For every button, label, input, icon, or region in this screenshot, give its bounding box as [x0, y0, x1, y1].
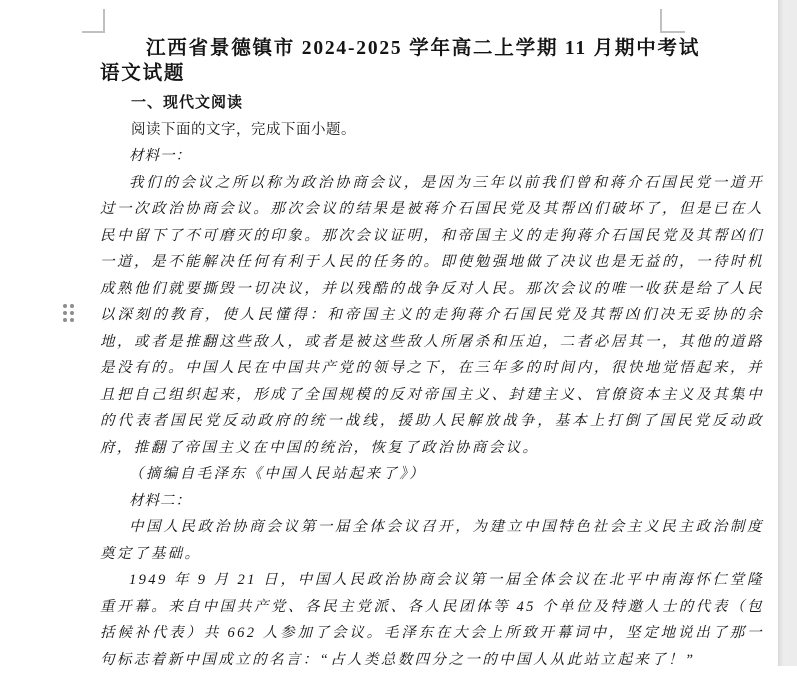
material-two-paragraph-1[interactable]: 中国人民政治协商会议第一届全体会议召开，为建立中国特色社会主义民主政治制度奠定了基础。 [100, 519, 764, 562]
document-title-line-1[interactable]: 江西省景德镇市 2024-2025 学年高二上学期 11 月期中考试 [146, 38, 701, 59]
document-body[interactable] [100, 0, 764, 673]
window-background-gutter [778, 0, 797, 666]
material-one-paragraph[interactable]: 我们的会议之所以称为政治协商会议，是因为三年以前我们曾和蒋介石国民党一道开过一次政治协商会议。那次会议的结果是被蒋介石国民党及其帮凶们破坏了，但是已在人民中留下了不可磨灭的印象。那次会议证明，和帝国主义的走狗蒋介石国民党及其帮凶们一道，是不能解决任何有利于人民的任务的。即使勉强地做了决议也是无益的，一待时机成熟他们就要撕毁一切决议，并以残酷的战争反对人民。那次会议的唯一收获是给了人民以深刻的教育，使人民懂得：和帝国主义的走狗蒋介石国民党及其帮凶们决无妥协的余地，或者是推翻这些敌人，或者是被这些敌人所屠杀和压迫，二者必居其一，其他的道路是没有的。中国人民在中国共产党的领导之下，在三年多的时间内，很快地觉悟起来，并且把自己组织起来，形成了全国规模的反对帝国主义、封建主义、官僚资本主义及其集中的代表者国民党反动政府的统一战线，援助人民解放战争，基本上打倒了国民党反动政府，推翻了帝国主义在中国的统治，恢复了政治协商会议。 [100, 174, 764, 456]
material-two-label[interactable]: 材料二： [129, 492, 191, 509]
material-two-paragraph-2[interactable]: 1949 年 9 月 21 日，中国人民政治协商会议第一届全体会议在北平中南海怀仁堂隆重开幕。来自中国共产党、各民主党派、各人民团体等 45 个单位及特邀人士的代表（包括候补代表）共 662 人参加了会议。毛泽东在大会上所致开幕词中，坚定地说出了那一句标志着新中国成立的名言：“占人类总数四分之一的中国人从此站立起来了！” [100, 572, 764, 668]
reading-instruction[interactable]: 阅读下面的文字，完成下面小题。 [131, 121, 356, 138]
material-one-citation[interactable]: （摘编自毛泽东《中国人民站起来了》） [129, 466, 426, 482]
document-title [100, 36, 764, 86]
document-title-line-2[interactable]: 语文试题 [100, 63, 186, 84]
section-heading[interactable]: 一、现代文阅读 [131, 94, 244, 111]
drag-dots-icon [63, 304, 74, 322]
material-one-label[interactable]: 材料一： [129, 148, 191, 164]
